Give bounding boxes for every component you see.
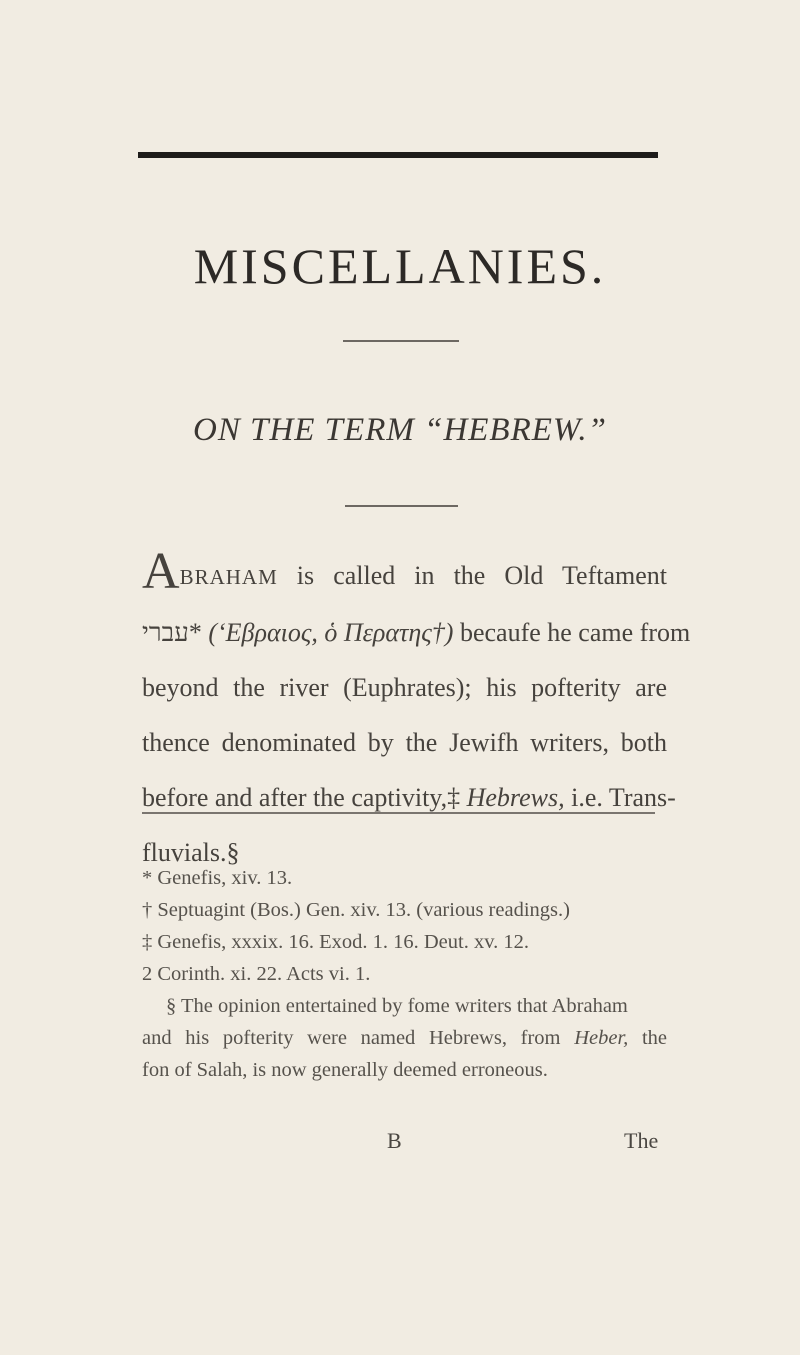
page-title: MISCELLANIES. — [193, 238, 607, 294]
body-line-6: fluvials.§ — [142, 838, 240, 867]
italic-word: Hebrews, — [466, 783, 565, 812]
footnote-rule — [142, 812, 655, 814]
body-line-4: thence denominated by the Jewifh writers, both — [142, 728, 667, 757]
body-line-5-b: i.e. Trans- — [564, 783, 676, 812]
body-line-3: beyond the river (Euphrates); his pofterity are — [142, 673, 667, 702]
footnotes — [142, 862, 667, 1086]
ornament-rule-upper — [343, 340, 459, 342]
footnote-4-line-2-b: the — [628, 1027, 668, 1049]
body-line-2 — [142, 605, 691, 660]
footnote-4-line-1: § The opinion entertained by fome writers that Abraham — [166, 995, 628, 1017]
footnote-2: † Septuagint (Bos.) Gen. xiv. 13. (various readings.) — [142, 899, 570, 921]
footnote-1: * Genefis, xiv. 13. — [142, 867, 293, 889]
drop-cap: A — [142, 543, 180, 600]
ornament-rule-lower — [345, 505, 458, 507]
body-line-5-a: before and after the captivity,‡ — [142, 783, 467, 812]
top-rule — [138, 152, 658, 158]
signature-mark: B — [387, 1128, 402, 1153]
footnote-italic-word: Heber, — [574, 1027, 629, 1049]
hebrew-word: עברי* — [142, 618, 202, 647]
greek-gloss: (‘Εβραιος, ὁ Περατης†) — [201, 618, 454, 647]
body-line-1-text: is called in the Old Teftament — [277, 561, 667, 590]
catchword: The — [624, 1128, 659, 1153]
body-line-5 — [142, 770, 676, 825]
body-paragraph — [142, 543, 691, 880]
footnote-4-line-2 — [142, 1022, 667, 1054]
body-line-1 — [142, 543, 667, 605]
footnote-4-line-3: fon of Salah, is now generally deemed erroneous. — [142, 1059, 548, 1081]
section-title: ON THE TERM “HEBREW.” — [193, 412, 607, 448]
small-caps-word: BRAHAM — [179, 565, 278, 589]
footnote-3: ‡ Genefis, xxxix. 16. Exod. 1. 16. Deut. xv. 12. — [142, 931, 529, 953]
body-line-2-text: becaufe he came from — [453, 618, 691, 647]
footnote-3-continued: 2 Corinth. xi. 22. Acts vi. 1. — [142, 963, 371, 985]
footnote-4-line-2-a: and his pofterity were named Hebrews, from — [142, 1027, 575, 1049]
